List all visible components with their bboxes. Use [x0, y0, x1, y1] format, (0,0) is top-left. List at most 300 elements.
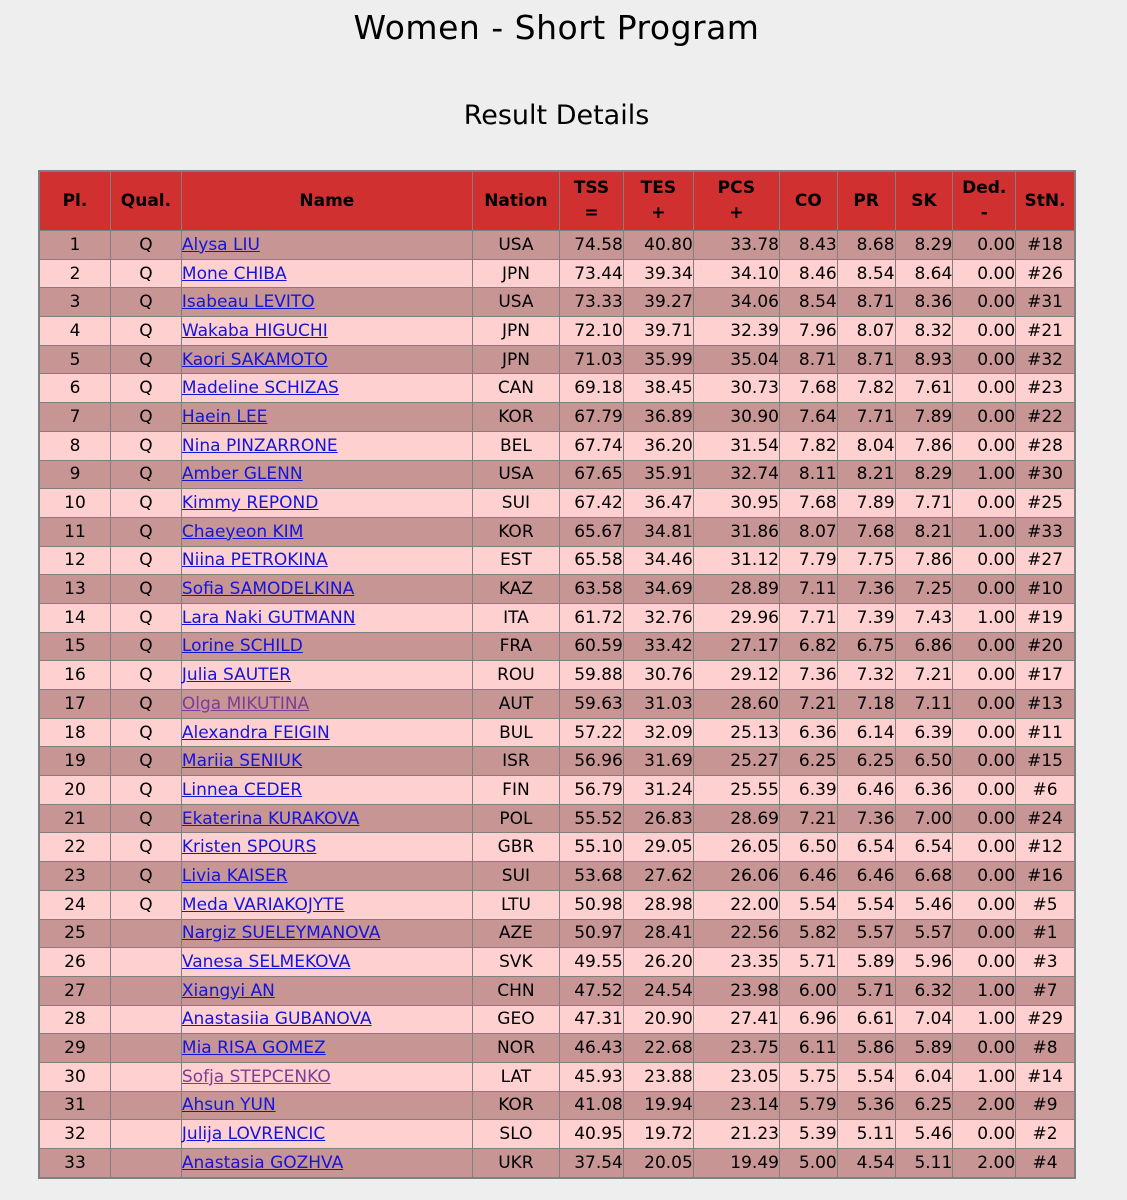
skater-name-link[interactable]: Kristen SPOURS: [181, 837, 317, 858]
co-cell: 8.11: [780, 461, 838, 490]
sk-cell: 5.46: [896, 891, 954, 920]
pr-cell: 8.04: [838, 432, 896, 461]
table-row: [40, 518, 1074, 547]
stn-cell: #20: [1016, 633, 1074, 662]
tes-cell: 22.68: [624, 1034, 694, 1063]
skater-name-link[interactable]: Madeline SCHIZAS: [181, 378, 339, 399]
pr-cell: 8.07: [838, 317, 896, 346]
skater-name-link[interactable]: Alysa LIU: [181, 234, 260, 255]
pr-cell: 8.54: [838, 260, 896, 289]
table-row: [40, 288, 1074, 317]
qual-cell: Q: [111, 547, 182, 576]
stn-cell: #25: [1016, 489, 1074, 518]
pr-cell: 7.18: [838, 690, 896, 719]
col-header-co: CO: [780, 172, 838, 231]
tes-cell: 31.69: [624, 747, 694, 776]
sk-cell: 7.89: [896, 403, 954, 432]
pcs-cell: 23.75: [694, 1034, 780, 1063]
pr-cell: 6.75: [838, 633, 896, 662]
name-cell: [182, 1063, 473, 1092]
skater-name-link[interactable]: Amber GLENN: [181, 464, 303, 485]
ded-cell: 0.00: [953, 776, 1016, 805]
sk-cell: 7.86: [896, 432, 954, 461]
co-cell: 6.36: [780, 719, 838, 748]
name-cell: [182, 231, 473, 260]
co-cell: 8.46: [780, 260, 838, 289]
table-row: [40, 231, 1074, 260]
stn-cell: #4: [1016, 1149, 1074, 1177]
sk-cell: 8.29: [896, 461, 954, 490]
ded-cell: 0.00: [953, 920, 1016, 949]
sk-cell: 6.32: [896, 977, 954, 1006]
stn-cell: #32: [1016, 346, 1074, 375]
nation-cell: KOR: [473, 1092, 560, 1121]
tss-cell: 49.55: [560, 948, 624, 977]
place-cell: 3: [40, 288, 111, 317]
tes-cell: 26.20: [624, 948, 694, 977]
ded-cell: 0.00: [953, 432, 1016, 461]
table-row: [40, 547, 1074, 576]
col-header-pcs: PCS +: [694, 172, 780, 231]
ded-cell: 2.00: [953, 1149, 1016, 1177]
qual-cell: Q: [111, 489, 182, 518]
ded-cell: 0.00: [953, 690, 1016, 719]
pr-cell: 7.75: [838, 547, 896, 576]
qual-cell: Q: [111, 518, 182, 547]
table-row: [40, 833, 1074, 862]
qual-cell: [111, 977, 182, 1006]
stn-cell: #33: [1016, 518, 1074, 547]
co-cell: 5.75: [780, 1063, 838, 1092]
ded-cell: 0.00: [953, 374, 1016, 403]
name-cell: [182, 461, 473, 490]
sk-cell: 8.93: [896, 346, 954, 375]
qual-cell: Q: [111, 461, 182, 490]
qual-cell: Q: [111, 260, 182, 289]
qual-cell: Q: [111, 231, 182, 260]
table-row: [40, 719, 1074, 748]
page-subtitle: Result Details: [463, 100, 650, 131]
tss-cell: 57.22: [560, 719, 624, 748]
place-cell: 20: [40, 776, 111, 805]
pcs-cell: 30.73: [694, 374, 780, 403]
sk-cell: 7.61: [896, 374, 954, 403]
nation-cell: ITA: [473, 604, 560, 633]
nation-cell: SVK: [473, 948, 560, 977]
pcs-cell: 33.78: [694, 231, 780, 260]
ded-cell: 0.00: [953, 403, 1016, 432]
qual-cell: Q: [111, 719, 182, 748]
place-cell: 29: [40, 1034, 111, 1063]
pcs-cell: 30.90: [694, 403, 780, 432]
stn-cell: #1: [1016, 920, 1074, 949]
skater-name-link[interactable]: Nargiz SUELEYMANOVA: [181, 923, 381, 944]
sk-cell: 7.00: [896, 805, 954, 834]
table-row: [40, 575, 1074, 604]
name-cell: [182, 288, 473, 317]
ded-cell: 2.00: [953, 1092, 1016, 1121]
name-cell: [182, 920, 473, 949]
skater-name-link[interactable]: Mia RISA GOMEZ: [181, 1038, 326, 1059]
nation-cell: EST: [473, 547, 560, 576]
tss-cell: 69.18: [560, 374, 624, 403]
tes-cell: 34.69: [624, 575, 694, 604]
tes-cell: 39.71: [624, 317, 694, 346]
name-cell: [182, 1120, 473, 1149]
tes-cell: 28.41: [624, 920, 694, 949]
co-cell: 7.82: [780, 432, 838, 461]
skater-name-link[interactable]: Sofja STEPCENKO: [181, 1066, 331, 1087]
ded-cell: 1.00: [953, 461, 1016, 490]
place-cell: 24: [40, 891, 111, 920]
ded-cell: 0.00: [953, 575, 1016, 604]
col-header-pr: PR: [838, 172, 896, 231]
pr-cell: 6.14: [838, 719, 896, 748]
sk-cell: 7.04: [896, 1006, 954, 1035]
tss-cell: 72.10: [560, 317, 624, 346]
co-cell: 6.25: [780, 747, 838, 776]
skater-name-link[interactable]: Xiangyi AN: [181, 980, 275, 1001]
qual-cell: [111, 1034, 182, 1063]
skater-name-link[interactable]: Ahsun YUN: [181, 1095, 276, 1116]
skater-name-link[interactable]: Lorine SCHILD: [181, 636, 303, 657]
pr-cell: 5.57: [838, 920, 896, 949]
nation-cell: LTU: [473, 891, 560, 920]
stn-cell: #17: [1016, 661, 1074, 690]
skater-name-link[interactable]: Julia SAUTER: [181, 665, 292, 686]
qual-cell: Q: [111, 833, 182, 862]
tes-cell: 31.03: [624, 690, 694, 719]
pr-cell: 7.82: [838, 374, 896, 403]
co-cell: 7.68: [780, 489, 838, 518]
col-header-tes: TES +: [624, 172, 694, 231]
tes-cell: 36.20: [624, 432, 694, 461]
col-header-ded: Ded. -: [953, 172, 1016, 231]
tss-cell: 40.95: [560, 1120, 624, 1149]
ded-cell: 1.00: [953, 518, 1016, 547]
table-row: [40, 260, 1074, 289]
qual-cell: [111, 1006, 182, 1035]
col-header-sk: SK: [896, 172, 954, 231]
name-cell: [182, 1092, 473, 1121]
pcs-cell: 31.86: [694, 518, 780, 547]
tss-cell: 55.52: [560, 805, 624, 834]
place-cell: 19: [40, 747, 111, 776]
name-cell: [182, 862, 473, 891]
col-header-name: Name: [182, 172, 473, 231]
skater-name-link[interactable]: Niina PETROKINA: [181, 550, 328, 571]
name-cell: [182, 604, 473, 633]
nation-cell: FIN: [473, 776, 560, 805]
qual-cell: [111, 1149, 182, 1177]
co-cell: 6.11: [780, 1034, 838, 1063]
tes-cell: 27.62: [624, 862, 694, 891]
skater-name-link[interactable]: Sofia SAMODELKINA: [181, 579, 355, 600]
name-cell: [182, 317, 473, 346]
sk-cell: 8.21: [896, 518, 954, 547]
place-cell: 18: [40, 719, 111, 748]
tes-cell: 20.90: [624, 1006, 694, 1035]
skater-name-link[interactable]: Olga MIKUTINA: [181, 693, 310, 714]
tss-cell: 67.65: [560, 461, 624, 490]
pcs-cell: 27.17: [694, 633, 780, 662]
qual-cell: Q: [111, 891, 182, 920]
pcs-cell: 27.41: [694, 1006, 780, 1035]
tes-cell: 24.54: [624, 977, 694, 1006]
place-cell: 32: [40, 1120, 111, 1149]
sk-cell: 6.68: [896, 862, 954, 891]
nation-cell: CAN: [473, 374, 560, 403]
table-row: [40, 862, 1074, 891]
co-cell: 6.39: [780, 776, 838, 805]
name-cell: [182, 833, 473, 862]
tss-cell: 37.54: [560, 1149, 624, 1177]
nation-cell: AUT: [473, 690, 560, 719]
skater-name-link[interactable]: Linnea CEDER: [181, 779, 303, 800]
tss-cell: 41.08: [560, 1092, 624, 1121]
skater-name-link[interactable]: Mariia SENIUK: [181, 751, 303, 772]
table-row: [40, 891, 1074, 920]
co-cell: 6.00: [780, 977, 838, 1006]
skater-name-link[interactable]: Ekaterina KURAKOVA: [181, 808, 360, 829]
qual-cell: [111, 920, 182, 949]
stn-cell: #24: [1016, 805, 1074, 834]
sk-cell: 6.36: [896, 776, 954, 805]
place-cell: 1: [40, 231, 111, 260]
tes-cell: 35.99: [624, 346, 694, 375]
place-cell: 15: [40, 633, 111, 662]
stn-cell: #13: [1016, 690, 1074, 719]
skater-name-link[interactable]: Wakaba HIGUCHI: [181, 320, 328, 341]
name-cell: [182, 776, 473, 805]
ded-cell: 1.00: [953, 1063, 1016, 1092]
skater-name-link[interactable]: Livia KAISER: [181, 865, 288, 886]
co-cell: 5.79: [780, 1092, 838, 1121]
sk-cell: 7.25: [896, 575, 954, 604]
qual-cell: Q: [111, 432, 182, 461]
co-cell: 6.46: [780, 862, 838, 891]
tes-cell: 34.46: [624, 547, 694, 576]
co-cell: 8.43: [780, 231, 838, 260]
sk-cell: 5.89: [896, 1034, 954, 1063]
name-cell: [182, 948, 473, 977]
pcs-cell: 31.12: [694, 547, 780, 576]
stn-cell: #6: [1016, 776, 1074, 805]
co-cell: 6.96: [780, 1006, 838, 1035]
ded-cell: 1.00: [953, 1006, 1016, 1035]
ded-cell: 0.00: [953, 719, 1016, 748]
qual-cell: Q: [111, 317, 182, 346]
ded-cell: 0.00: [953, 489, 1016, 518]
skater-name-link[interactable]: Nina PINZARRONE: [181, 435, 338, 456]
name-cell: [182, 1149, 473, 1177]
co-cell: 8.54: [780, 288, 838, 317]
table-row: [40, 776, 1074, 805]
table-row: [40, 346, 1074, 375]
tss-cell: 56.79: [560, 776, 624, 805]
stn-cell: #3: [1016, 948, 1074, 977]
stn-cell: #15: [1016, 747, 1074, 776]
tss-cell: 73.33: [560, 288, 624, 317]
nation-cell: JPN: [473, 346, 560, 375]
ded-cell: 0.00: [953, 633, 1016, 662]
sk-cell: 8.29: [896, 231, 954, 260]
skater-name-link[interactable]: Julija LOVRENCIC: [181, 1124, 326, 1145]
pr-cell: 5.54: [838, 891, 896, 920]
skater-name-link[interactable]: Kimmy REPOND: [181, 493, 319, 514]
table-row: [40, 317, 1074, 346]
ded-cell: 0.00: [953, 805, 1016, 834]
co-cell: 5.54: [780, 891, 838, 920]
pr-cell: 7.39: [838, 604, 896, 633]
place-cell: 10: [40, 489, 111, 518]
table-row: [40, 1149, 1074, 1177]
name-cell: [182, 747, 473, 776]
place-cell: 33: [40, 1149, 111, 1177]
nation-cell: SLO: [473, 1120, 560, 1149]
ded-cell: 0.00: [953, 288, 1016, 317]
nation-cell: USA: [473, 231, 560, 260]
sk-cell: 8.32: [896, 317, 954, 346]
skater-name-link[interactable]: Meda VARIAKOJYTE: [181, 894, 345, 915]
pr-cell: 5.36: [838, 1092, 896, 1121]
co-cell: 5.39: [780, 1120, 838, 1149]
stn-cell: #27: [1016, 547, 1074, 576]
skater-name-link[interactable]: Chaeyeon KIM: [181, 521, 304, 542]
co-cell: 6.82: [780, 633, 838, 662]
pcs-cell: 30.95: [694, 489, 780, 518]
tss-cell: 67.74: [560, 432, 624, 461]
header-row: [40, 172, 1074, 231]
table-row: [40, 1006, 1074, 1035]
tss-cell: 67.79: [560, 403, 624, 432]
place-cell: 9: [40, 461, 111, 490]
skater-name-link[interactable]: Mone CHIBA: [181, 263, 287, 284]
tes-cell: 31.24: [624, 776, 694, 805]
skater-name-link[interactable]: Alexandra FEIGIN: [181, 722, 330, 743]
pr-cell: 6.54: [838, 833, 896, 862]
co-cell: 5.71: [780, 948, 838, 977]
col-header-qual: Qual.: [111, 172, 182, 231]
pcs-cell: 25.27: [694, 747, 780, 776]
tes-cell: 38.45: [624, 374, 694, 403]
tes-cell: 19.72: [624, 1120, 694, 1149]
table-row: [40, 977, 1074, 1006]
skater-name-link[interactable]: Anastasiia GUBANOVA: [181, 1009, 372, 1030]
place-cell: 4: [40, 317, 111, 346]
skater-name-link[interactable]: Isabeau LEVITO: [181, 292, 315, 313]
skater-name-link[interactable]: Lara Naki GUTMANN: [181, 607, 356, 628]
skater-name-link[interactable]: Haein LEE: [181, 406, 268, 427]
ded-cell: 0.00: [953, 346, 1016, 375]
pr-cell: 7.36: [838, 575, 896, 604]
stn-cell: #9: [1016, 1092, 1074, 1121]
name-cell: [182, 432, 473, 461]
pcs-cell: 32.39: [694, 317, 780, 346]
col-header-tss: TSS =: [560, 172, 624, 231]
pr-cell: 8.71: [838, 346, 896, 375]
tss-cell: 50.98: [560, 891, 624, 920]
qual-cell: [111, 1092, 182, 1121]
stn-cell: #16: [1016, 862, 1074, 891]
pcs-cell: 31.54: [694, 432, 780, 461]
nation-cell: UKR: [473, 1149, 560, 1177]
place-cell: 27: [40, 977, 111, 1006]
sk-cell: 7.11: [896, 690, 954, 719]
qual-cell: [111, 1063, 182, 1092]
name-cell: [182, 1006, 473, 1035]
table-row: [40, 661, 1074, 690]
qual-cell: Q: [111, 805, 182, 834]
place-cell: 11: [40, 518, 111, 547]
tes-cell: 36.47: [624, 489, 694, 518]
pcs-cell: 25.13: [694, 719, 780, 748]
skater-name-link[interactable]: Anastasia GOZHVA: [181, 1152, 344, 1173]
place-cell: 22: [40, 833, 111, 862]
tss-cell: 59.63: [560, 690, 624, 719]
co-cell: 7.96: [780, 317, 838, 346]
pcs-cell: 23.35: [694, 948, 780, 977]
ded-cell: 0.00: [953, 891, 1016, 920]
nation-cell: KOR: [473, 403, 560, 432]
tes-cell: 40.80: [624, 231, 694, 260]
table-row: [40, 489, 1074, 518]
sk-cell: 6.04: [896, 1063, 954, 1092]
tss-cell: 47.52: [560, 977, 624, 1006]
table-row: [40, 1120, 1074, 1149]
tes-cell: 32.76: [624, 604, 694, 633]
nation-cell: FRA: [473, 633, 560, 662]
sk-cell: 7.86: [896, 547, 954, 576]
pcs-cell: 29.12: [694, 661, 780, 690]
name-cell: [182, 661, 473, 690]
stn-cell: #14: [1016, 1063, 1074, 1092]
nation-cell: GEO: [473, 1006, 560, 1035]
skater-name-link[interactable]: Kaori SAKAMOTO: [181, 349, 328, 370]
name-cell: [182, 489, 473, 518]
qual-cell: Q: [111, 575, 182, 604]
place-cell: 6: [40, 374, 111, 403]
pr-cell: 8.68: [838, 231, 896, 260]
pr-cell: 5.11: [838, 1120, 896, 1149]
qual-cell: Q: [111, 633, 182, 662]
tes-cell: 19.94: [624, 1092, 694, 1121]
place-cell: 5: [40, 346, 111, 375]
co-cell: 7.36: [780, 661, 838, 690]
stn-cell: #29: [1016, 1006, 1074, 1035]
stn-cell: #10: [1016, 575, 1074, 604]
place-cell: 26: [40, 948, 111, 977]
sk-cell: 5.46: [896, 1120, 954, 1149]
pcs-cell: 29.96: [694, 604, 780, 633]
qual-cell: Q: [111, 374, 182, 403]
pr-cell: 7.89: [838, 489, 896, 518]
qual-cell: [111, 948, 182, 977]
place-cell: 28: [40, 1006, 111, 1035]
qual-cell: Q: [111, 604, 182, 633]
pcs-cell: 32.74: [694, 461, 780, 490]
ded-cell: 0.00: [953, 1120, 1016, 1149]
table-row: [40, 604, 1074, 633]
pr-cell: 8.21: [838, 461, 896, 490]
table-row: [40, 1092, 1074, 1121]
sk-cell: 6.25: [896, 1092, 954, 1121]
qual-cell: Q: [111, 747, 182, 776]
ded-cell: 1.00: [953, 977, 1016, 1006]
sk-cell: 6.39: [896, 719, 954, 748]
skater-name-link[interactable]: Vanesa SELMEKOVA: [181, 952, 351, 973]
place-cell: 31: [40, 1092, 111, 1121]
